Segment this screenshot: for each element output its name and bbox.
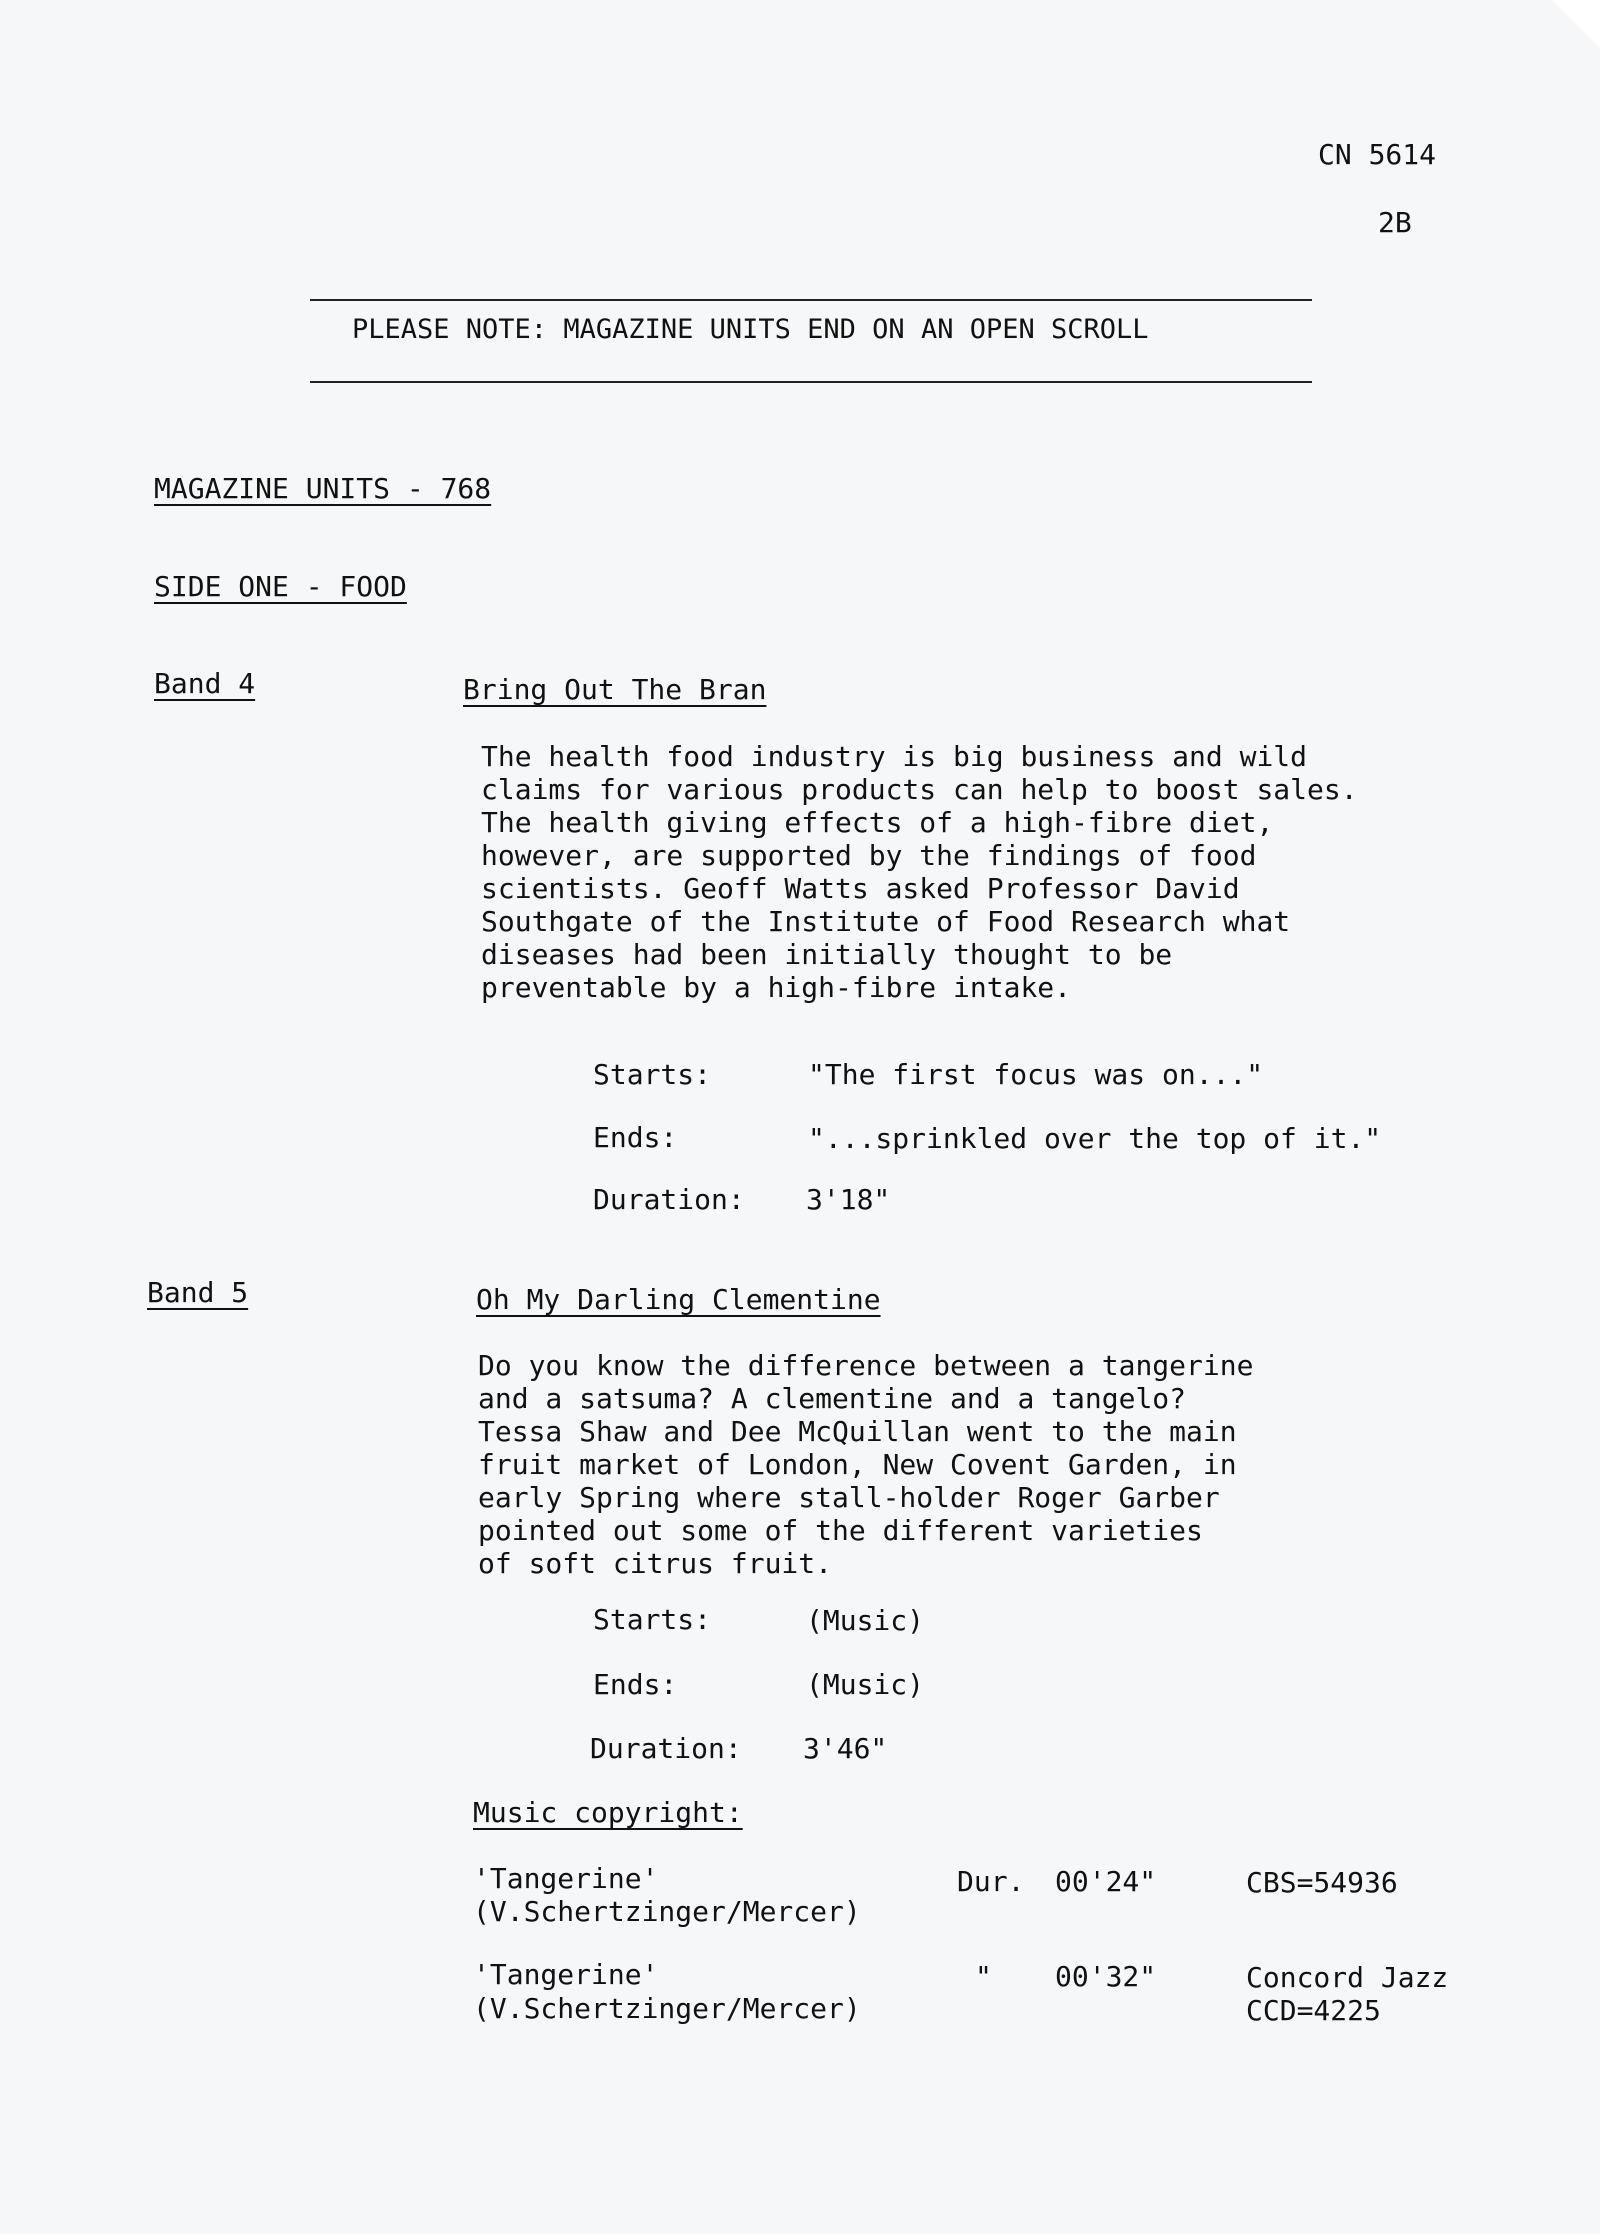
- starts-label: Starts:: [593, 1058, 712, 1091]
- notice-rule-bottom: [310, 381, 1312, 383]
- ends-value: (Music): [806, 1668, 925, 1701]
- ends-value: "...sprinkled over the top of it.": [808, 1122, 1382, 1155]
- unit-title: MAGAZINE UNITS - 768: [154, 472, 492, 505]
- description-line: Southgate of the Institute of Food Research what: [481, 905, 1291, 938]
- sheet-number: 2B: [1378, 206, 1412, 239]
- duration-label: Duration:: [590, 1732, 742, 1765]
- music-copyright-heading: Music copyright:: [473, 1796, 743, 1829]
- description-line: The health giving effects of a high-fibre diet,: [481, 806, 1274, 839]
- music-title: 'Tangerine': [473, 1862, 659, 1895]
- duration-value: 3'18": [806, 1183, 891, 1216]
- music-dur-label: ": [975, 1960, 992, 1993]
- band-title: Bring Out The Bran: [463, 673, 767, 706]
- music-duration: 00'32": [1055, 1960, 1157, 1993]
- starts-label: Starts:: [593, 1603, 712, 1636]
- music-dur-label: Dur.: [957, 1865, 1025, 1898]
- description-line: early Spring where stall-holder Roger Garber: [478, 1481, 1220, 1514]
- description-line: Do you know the difference between a tangerine: [478, 1349, 1254, 1382]
- ends-label: Ends:: [593, 1121, 678, 1154]
- band-description: [478, 1349, 1488, 1580]
- notice-rule-top: [310, 299, 1312, 301]
- music-composer: (V.Schertzinger/Mercer): [473, 1895, 861, 1928]
- description-line: pointed out some of the different varieties: [478, 1514, 1203, 1547]
- music-catalogue: CBS=54936: [1246, 1866, 1398, 1899]
- duration-value: 3'46": [803, 1732, 888, 1765]
- description-line: scientists. Geoff Watts asked Professor David: [481, 872, 1240, 905]
- band-label: Band 4: [154, 667, 256, 700]
- music-composer: (V.Schertzinger/Mercer): [473, 1992, 861, 2025]
- description-line: and a satsuma? A clementine and a tangelo?: [478, 1382, 1187, 1415]
- description-line: claims for various products can help to boost sales.: [481, 773, 1358, 806]
- music-title: 'Tangerine': [473, 1958, 659, 1991]
- page-corner: [1552, 0, 1600, 48]
- description-line: diseases had been initially thought to be: [481, 938, 1173, 971]
- description-line: of soft citrus fruit.: [478, 1547, 833, 1580]
- duration-label: Duration:: [593, 1183, 745, 1216]
- description-line: fruit market of London, New Covent Garden, in: [478, 1448, 1237, 1481]
- band-description: [481, 740, 1491, 1004]
- description-line: preventable by a high-fibre intake.: [481, 971, 1072, 1004]
- music-duration: 00'24": [1055, 1865, 1157, 1898]
- ends-label: Ends:: [593, 1668, 678, 1701]
- band-title: Oh My Darling Clementine: [476, 1283, 881, 1316]
- music-catalogue: Concord Jazz: [1246, 1961, 1449, 1994]
- starts-value: (Music): [806, 1604, 925, 1637]
- starts-value: "The first focus was on...": [808, 1058, 1264, 1091]
- side-title: SIDE ONE - FOOD: [154, 570, 407, 603]
- description-line: however, are supported by the findings of food: [481, 839, 1257, 872]
- document-code: CN 5614: [1318, 138, 1437, 171]
- notice-text: PLEASE NOTE: MAGAZINE UNITS END ON AN OPEN SCROLL: [352, 314, 1149, 345]
- music-catalogue-line2: CCD=4225: [1246, 1994, 1381, 2027]
- description-line: Tessa Shaw and Dee McQuillan went to the main: [478, 1415, 1237, 1448]
- description-line: The health food industry is big business and wild: [481, 740, 1308, 773]
- band-label: Band 5: [147, 1276, 249, 1309]
